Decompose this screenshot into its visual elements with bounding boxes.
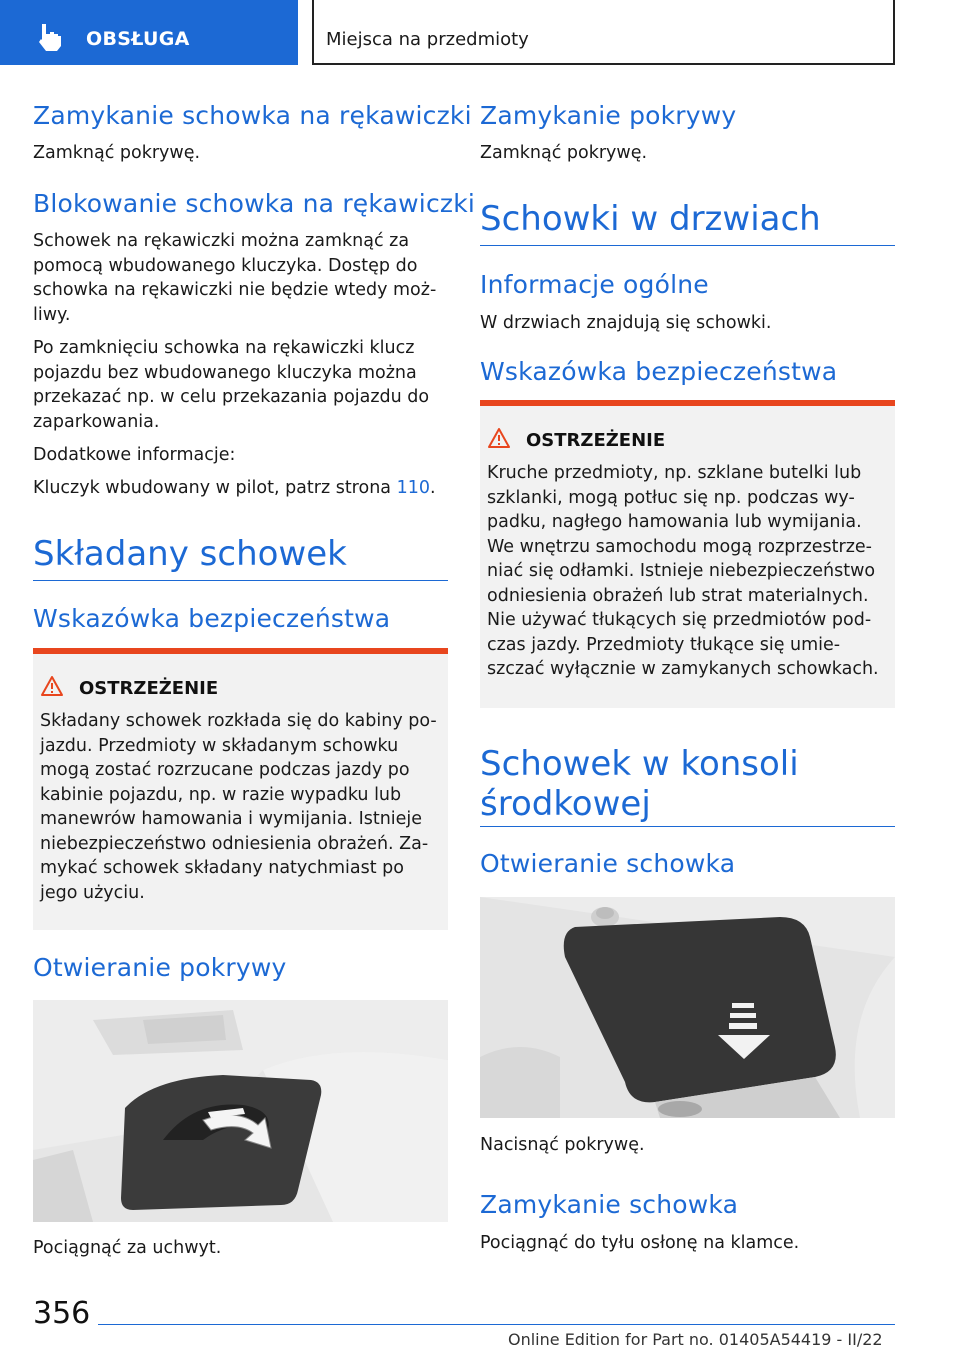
paragraph-lock-2: Po zamknięciu schowka na rękawiczki klucz pojazdu bez wbudowanego kluczyka można przekazać np. w celu przekazania pojazdu do zaparkowania. xyxy=(33,338,430,432)
warning-text-right: Kruche przedmioty, np. szklane butelki lub szklanki, mogą potłuc się np. podczas wy- padku, nagłego hamowania lub wymijania. We wnętrzu samochodu mogą rozprzestrze- niać się odłamki. Istnieje niebezpieczeństwo odniesienia obrażeń lub strat materialnych. Nie używać tłukących się przedmiotów pod- czas jazdy. Przedmioty tłukące się umie- szczać wyłącznie w zamykanych schowkach. xyxy=(487,463,879,679)
center-console-photo xyxy=(480,897,895,1118)
heading-rule xyxy=(480,245,895,246)
heading-rule xyxy=(480,826,895,827)
footer-edition: Online Edition for Part no. 01405A54419 - II/22 xyxy=(508,1330,883,1349)
page-link-110[interactable]: 110 xyxy=(396,478,430,498)
warning-triangle-icon xyxy=(487,427,511,449)
glovebox-photo xyxy=(33,1000,448,1222)
heading-open-lid: Otwieranie pokrywy xyxy=(33,953,287,982)
heading-rule xyxy=(33,580,448,581)
warning-triangle-icon xyxy=(40,675,64,697)
paragraph-pull-handle: Pociągnąć za uchwyt. xyxy=(33,1238,222,1258)
heading-safety-note-right: Wskazówka bezpieczeństwa xyxy=(480,357,838,386)
warning-heading-right: OSTRZEŻENIE xyxy=(526,430,666,451)
paragraph-close-lid: Zamknąć pokrywę. xyxy=(33,143,201,163)
heading-folding-compartment: Składany schowek xyxy=(33,534,347,574)
page-number: 356 xyxy=(33,1296,91,1331)
paragraph-pull-cover: Pociągnąć do tyłu osłonę na klamce. xyxy=(480,1233,800,1253)
paragraph-more-info: Dodatkowe informacje: xyxy=(33,445,236,465)
paragraph-general: W drzwiach znajdują się schowki. xyxy=(480,313,772,333)
paragraph-press-lid: Nacisnąć pokrywę. xyxy=(480,1135,645,1155)
heading-safety-note: Wskazówka bezpieczeństwa xyxy=(33,604,391,633)
chapter-title: Miejsca na przedmioty xyxy=(326,29,529,50)
warning-text: Składany schowek rozkłada się do kabiny po- jazdu. Przedmioty w składanym schowku mogą zostać rozrzucane podczas jazdy po kabinie pojazdu, np. w razie wypadku lub manewrów hamowania i wymijania. Istnieje niebezpieczeństwo odniesienia obrażeń. Za- mykać schowek składany natychmiast po jego użyciu. xyxy=(40,711,437,903)
heading-door-storage: Schowki w drzwiach xyxy=(480,199,821,239)
paragraph-key-reference: Kluczyk wbudowany w pilot, patrz strona 110. xyxy=(33,478,436,498)
heading-locking-glovebox: Blokowanie schowka na rękawiczki xyxy=(33,189,476,218)
section-label: OBSŁUGA xyxy=(86,28,190,50)
heading-open-compartment: Otwieranie schowka xyxy=(480,849,736,878)
heading-closing-lid: Zamykanie pokrywy xyxy=(480,101,737,130)
heading-closing-glovebox: Zamykanie schowka na rękawiczki xyxy=(33,101,472,130)
heading-close-compartment: Zamykanie schowka xyxy=(480,1190,739,1219)
hand-pointer-icon xyxy=(34,22,68,52)
paragraph-lock-1: Schowek na rękawiczki można zamknąć za pomocą wbudowanego kluczyka. Dostęp do schowka na rękawiczki nie będzie wtedy moż- liwy. xyxy=(33,231,437,325)
heading-general-info: Informacje ogólne xyxy=(480,270,709,299)
warning-heading: OSTRZEŻENIE xyxy=(79,678,219,699)
paragraph-close-lid-right: Zamknąć pokrywę. xyxy=(480,143,648,163)
heading-center-console-storage: Schowek w konsoli środkowej xyxy=(480,744,799,824)
footer-rule xyxy=(98,1324,895,1325)
